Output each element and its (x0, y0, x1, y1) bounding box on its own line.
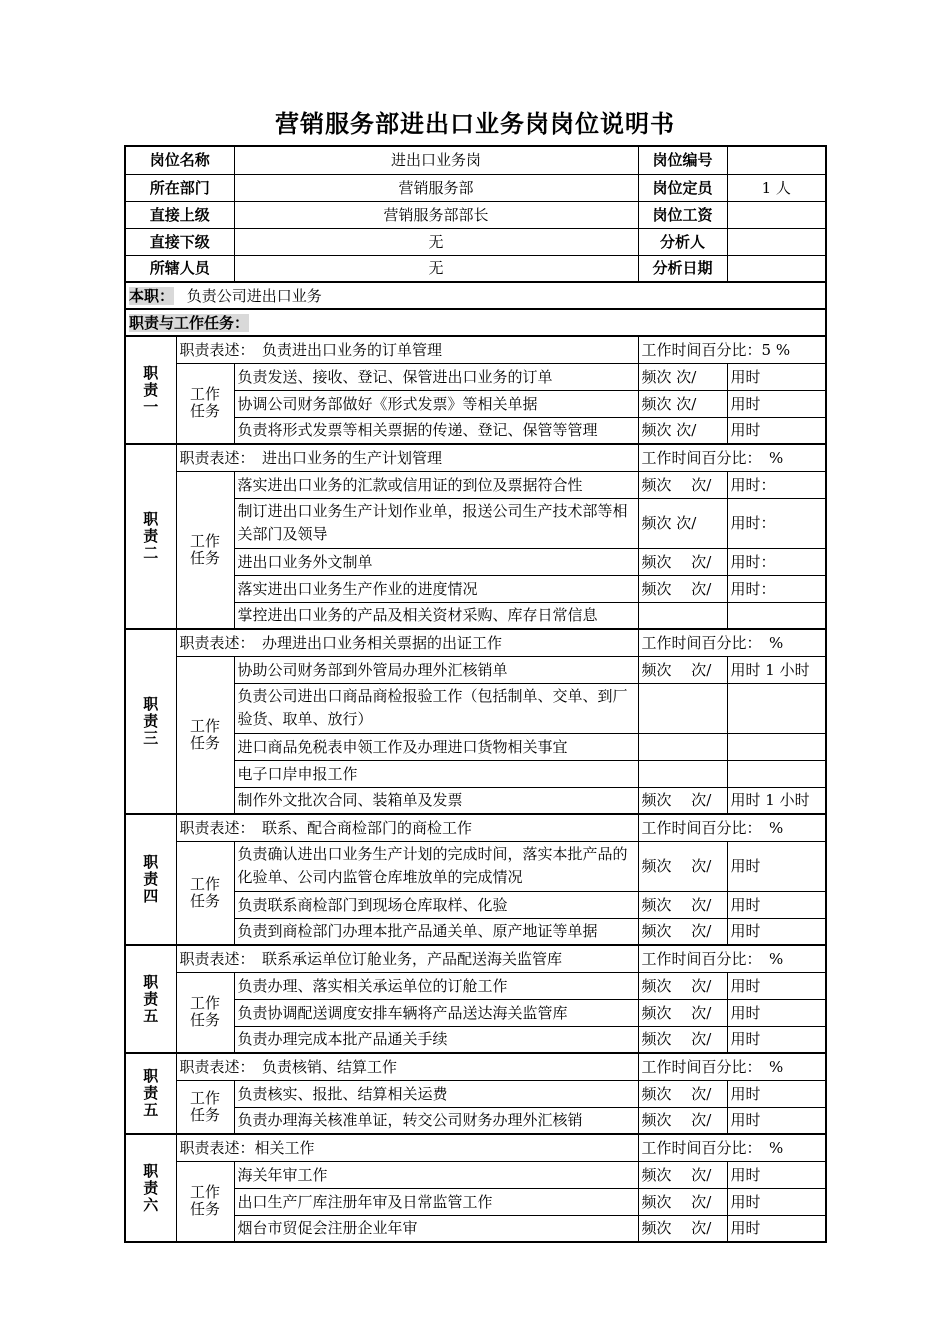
task-frequency: 频次 次/ (638, 1215, 727, 1242)
task-text: 制作外文批次合同、装箱单及发票 (234, 787, 638, 814)
header-row (125, 255, 826, 282)
duty-time-percent: 工作时间百分比：5 % (638, 336, 826, 363)
value-subordinate: 无 (234, 228, 638, 255)
task-text: 负责公司进出口商品商检报验工作（包括制单、交单、到厂验货、取单、放行） (234, 683, 638, 733)
duty-time-percent: 工作时间百分比： % (638, 1053, 826, 1080)
duty-description: 职责表述： 负责进出口业务的订单管理 (176, 336, 638, 363)
task-label: 工作 任务 (176, 471, 234, 629)
value-salary (727, 201, 826, 228)
task-text: 负责发送、接收、登记、保管进出口业务的订单 (234, 363, 638, 390)
task-duration: 用时 1 小时 (727, 656, 826, 683)
task-text: 制订进出口业务生产计划作业单，报送公司生产技术部等相关部门及领导 (234, 498, 638, 548)
label-position-code: 岗位编号 (638, 146, 727, 174)
duty-desc-row (125, 1134, 826, 1161)
label-superior: 直接上级 (125, 201, 234, 228)
task-frequency (638, 683, 727, 733)
task-label: 工作 任务 (176, 363, 234, 444)
task-row (125, 1161, 826, 1188)
task-row (125, 471, 826, 498)
task-text: 负责协调配送调度安排车辆将产品送达海关监管库 (234, 999, 638, 1026)
task-frequency: 频次 次/ (638, 891, 727, 918)
task-row (125, 1080, 826, 1107)
task-row (125, 841, 826, 891)
header-row (125, 146, 826, 174)
value-headcount: 1 人 (727, 174, 826, 201)
task-duration: 用时： (727, 498, 826, 548)
task-frequency (638, 760, 727, 787)
duty-label: 职 责 五 (125, 945, 176, 1053)
job-description-table (124, 145, 827, 1243)
task-frequency: 频次 次/ (638, 1188, 727, 1215)
value-analyst (727, 228, 826, 255)
label-salary: 岗位工资 (638, 201, 727, 228)
task-text: 落实进出口业务生产作业的进度情况 (234, 575, 638, 602)
task-frequency: 频次 次/ (638, 498, 727, 548)
task-frequency: 频次 次/ (638, 999, 727, 1026)
task-duration: 用时： (727, 548, 826, 575)
task-frequency: 频次 次/ (638, 417, 727, 444)
duty-description: 职责表述： 联系承运单位订舱业务，产品配送海关监管库 (176, 945, 638, 972)
task-frequency: 频次 次/ (638, 656, 727, 683)
duty-time-percent: 工作时间百分比： % (638, 1134, 826, 1161)
task-duration: 用时 (727, 1080, 826, 1107)
duty-description: 职责表述： 进出口业务的生产计划管理 (176, 444, 638, 471)
task-text: 烟台市贸促会注册企业年审 (234, 1215, 638, 1242)
task-frequency: 频次 次/ (638, 787, 727, 814)
task-text: 负责办理、落实相关承运单位的订舱工作 (234, 972, 638, 999)
task-text: 负责到商检部门办理本批产品通关单、原产地证等单据 (234, 918, 638, 945)
task-text: 负责将形式发票等相关票据的传递、登记、保管等管理 (234, 417, 638, 444)
duty-desc-row (125, 814, 826, 841)
duty-time-percent: 工作时间百分比： % (638, 629, 826, 656)
task-duration: 用时 (727, 891, 826, 918)
task-duration: 用时 (727, 1188, 826, 1215)
value-department: 营销服务部 (234, 174, 638, 201)
task-duration: 用时 (727, 363, 826, 390)
task-duration: 用时 (727, 1161, 826, 1188)
header-row (125, 201, 826, 228)
task-duration (727, 683, 826, 733)
duty-description: 职责表述： 办理进出口业务相关票据的出证工作 (176, 629, 638, 656)
task-text: 负责办理海关核准单证，转交公司财务办理外汇核销 (234, 1107, 638, 1134)
task-label: 工作 任务 (176, 1161, 234, 1242)
duty-label: 职 责 三 (125, 629, 176, 814)
task-frequency: 频次 次/ (638, 841, 727, 891)
task-frequency (638, 602, 727, 629)
label-position-name: 岗位名称 (125, 146, 234, 174)
task-duration: 用时 (727, 999, 826, 1026)
task-frequency: 频次 次/ (638, 471, 727, 498)
task-frequency: 频次 次/ (638, 1026, 727, 1053)
task-frequency: 频次 次/ (638, 1161, 727, 1188)
task-row (125, 363, 826, 390)
task-text: 海关年审工作 (234, 1161, 638, 1188)
task-label: 工作 任务 (176, 1080, 234, 1134)
task-duration (727, 733, 826, 760)
header-row (125, 228, 826, 255)
task-text: 掌控进出口业务的产品及相关资材采购、库存日常信息 (234, 602, 638, 629)
task-frequency: 频次 次/ (638, 575, 727, 602)
task-duration: 用时 (727, 1215, 826, 1242)
benzhi-cell (125, 282, 826, 309)
task-duration: 用时 (727, 1026, 826, 1053)
task-duration: 用时 (727, 918, 826, 945)
duty-label: 职 责 五 (125, 1053, 176, 1134)
page-title: 营销服务部进出口业务岗岗位说明书 (275, 110, 675, 138)
task-text: 出口生产厂库注册年审及日常监管工作 (234, 1188, 638, 1215)
task-frequency (638, 733, 727, 760)
duties-title-cell (125, 309, 826, 336)
benzhi-label: 本职： (129, 286, 175, 305)
task-duration: 用时 (727, 972, 826, 999)
label-staff: 所辖人员 (125, 255, 234, 282)
duty-label: 职 责 二 (125, 444, 176, 629)
value-position-name: 进出口业务岗 (234, 146, 638, 174)
task-frequency: 频次 次/ (638, 1107, 727, 1134)
task-duration: 用时 (727, 841, 826, 891)
duty-description: 职责表述： 联系、配合商检部门的商检工作 (176, 814, 638, 841)
duty-desc-row (125, 444, 826, 471)
duty-label: 职 责 六 (125, 1134, 176, 1242)
task-duration: 用时 (727, 1107, 826, 1134)
duty-desc-row (125, 1053, 826, 1080)
task-text: 进口商品免税表申领工作及办理进口货物相关事宜 (234, 733, 638, 760)
benzhi-row (125, 282, 826, 309)
task-label: 工作 任务 (176, 656, 234, 814)
task-text: 负责确认进出口业务生产计划的完成时间，落实本批产品的化验单、公司内监管仓库堆放单的完成情况 (234, 841, 638, 891)
task-frequency: 频次 次/ (638, 972, 727, 999)
task-duration (727, 760, 826, 787)
task-duration (727, 602, 826, 629)
duties-title-row (125, 309, 826, 336)
task-frequency: 频次 次/ (638, 548, 727, 575)
task-text: 协调公司财务部做好《形式发票》等相关单据 (234, 390, 638, 417)
task-text: 落实进出口业务的汇款或信用证的到位及票据符合性 (234, 471, 638, 498)
duty-desc-row (125, 336, 826, 363)
label-subordinate: 直接下级 (125, 228, 234, 255)
value-analysis-date (727, 255, 826, 282)
label-headcount: 岗位定员 (638, 174, 727, 201)
task-label: 工作 任务 (176, 841, 234, 945)
task-frequency: 频次 次/ (638, 390, 727, 417)
task-label: 工作 任务 (176, 972, 234, 1053)
duties-title: 职责与工作任务： (129, 313, 250, 332)
duty-time-percent: 工作时间百分比： % (638, 945, 826, 972)
task-row (125, 972, 826, 999)
label-analyst: 分析人 (638, 228, 727, 255)
task-frequency: 频次 次/ (638, 918, 727, 945)
header-row (125, 174, 826, 201)
benzhi-text: 负责公司进出口业务 (186, 286, 322, 305)
task-duration: 用时 (727, 390, 826, 417)
duty-desc-row (125, 629, 826, 656)
task-text: 负责核实、报批、结算相关运费 (234, 1080, 638, 1107)
task-duration: 用时： (727, 575, 826, 602)
value-staff: 无 (234, 255, 638, 282)
duty-description: 职责表述： 负责核销、结算工作 (176, 1053, 638, 1080)
task-duration: 用时： (727, 471, 826, 498)
task-duration: 用时 (727, 417, 826, 444)
label-analysis-date: 分析日期 (638, 255, 727, 282)
value-superior: 营销服务部部长 (234, 201, 638, 228)
duty-desc-row (125, 945, 826, 972)
duty-time-percent: 工作时间百分比： % (638, 444, 826, 471)
task-text: 进出口业务外文制单 (234, 548, 638, 575)
label-department: 所在部门 (125, 174, 234, 201)
task-text: 负责联系商检部门到现场仓库取样、化验 (234, 891, 638, 918)
duty-time-percent: 工作时间百分比： % (638, 814, 826, 841)
task-row (125, 656, 826, 683)
duty-label: 职 责 四 (125, 814, 176, 945)
task-duration: 用时 1 小时 (727, 787, 826, 814)
value-position-code (727, 146, 826, 174)
duty-description: 职责表述：相关工作 (176, 1134, 638, 1161)
task-text: 负责办理完成本批产品通关手续 (234, 1026, 638, 1053)
task-frequency: 频次 次/ (638, 363, 727, 390)
task-text: 电子口岸申报工作 (234, 760, 638, 787)
task-text: 协助公司财务部到外管局办理外汇核销单 (234, 656, 638, 683)
duty-label: 职 责 一 (125, 336, 176, 444)
task-frequency: 频次 次/ (638, 1080, 727, 1107)
